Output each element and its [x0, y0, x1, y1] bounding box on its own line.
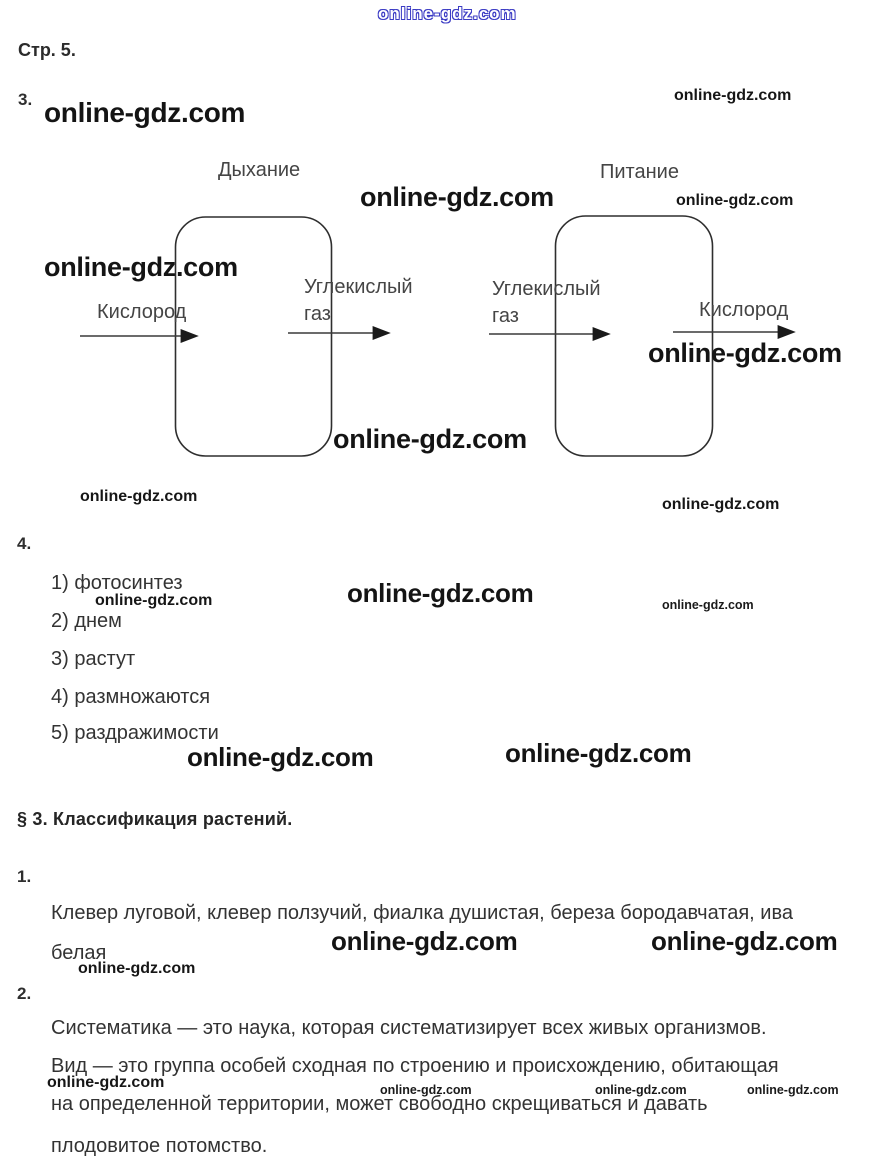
page-label: Стр. 5.: [18, 40, 76, 60]
watermark: online-gdz.com: [47, 1074, 165, 1091]
oxygen-label-right: Кислород: [699, 299, 789, 321]
watermark: online-gdz.com: [380, 1083, 472, 1097]
task4-number: 4.: [17, 534, 32, 553]
watermark: online-gdz.com: [747, 1083, 839, 1097]
watermark: online-gdz.com: [333, 424, 527, 454]
watermark: online-gdz.com: [44, 252, 238, 282]
watermark: online-gdz.com: [80, 488, 198, 505]
task2-number: 2.: [17, 984, 32, 1003]
watermark: online-gdz.com: [662, 496, 780, 513]
watermark: online-gdz.com: [648, 338, 842, 368]
list-item: 5) раздражимости: [51, 722, 219, 744]
breathing-title: Дыхание: [218, 159, 301, 181]
section-heading: § 3. Классификация растений.: [17, 809, 293, 829]
answer-line: Клевер луговой, клевер ползучий, фиалка душистая, береза бородавчатая, ива: [51, 902, 793, 924]
watermark: online-gdz.com: [505, 738, 692, 768]
answer-line: Систематика — это наука, которая систематизирует всех живых организмов.: [51, 1017, 767, 1039]
watermark: online-gdz.com: [347, 578, 534, 608]
list-item: 1) фотосинтез: [51, 572, 183, 594]
co2-label-left-line2: газ: [304, 303, 331, 325]
breathing-organism-box: [176, 217, 332, 456]
co2-label-right-line2: газ: [492, 305, 519, 327]
task1-number: 1.: [17, 867, 32, 886]
answer-line: Вид — это группа особей сходная по строению и происхождению, обитающая: [51, 1055, 779, 1077]
watermark: online-gdz.com: [95, 592, 213, 609]
nutrition-organism-box: [556, 216, 713, 456]
watermark: online-gdz.com: [360, 182, 554, 212]
answer-line: на определенной территории, может свободно скрещиваться и давать: [51, 1093, 708, 1115]
watermark: online-gdz.com: [651, 926, 838, 956]
co2-label-left-line1: Углекислый: [304, 276, 413, 298]
watermark: online-gdz.com: [78, 960, 196, 977]
answer-line: белая: [51, 942, 107, 964]
list-item: 3) растут: [51, 648, 136, 670]
watermark: online-gdz.com: [44, 97, 246, 128]
watermark: online-gdz.com: [595, 1083, 687, 1097]
co2-label-right-line1: Углекислый: [492, 278, 601, 300]
watermark-outline: online-gdz.com: [378, 4, 517, 23]
task3-number: 3.: [18, 90, 33, 109]
watermark: online-gdz.com: [187, 742, 374, 772]
watermark: online-gdz.com: [331, 926, 518, 956]
answer-line: плодовитое потомство.: [51, 1135, 268, 1157]
oxygen-label-left: Кислород: [97, 301, 187, 323]
list-item: 4) размножаются: [51, 686, 211, 708]
watermark: online-gdz.com: [676, 192, 794, 209]
watermark: online-gdz.com: [674, 87, 792, 104]
nutrition-title: Питание: [600, 161, 679, 183]
watermark: online-gdz.com: [662, 598, 754, 612]
list-item: 2) днем: [51, 610, 122, 632]
